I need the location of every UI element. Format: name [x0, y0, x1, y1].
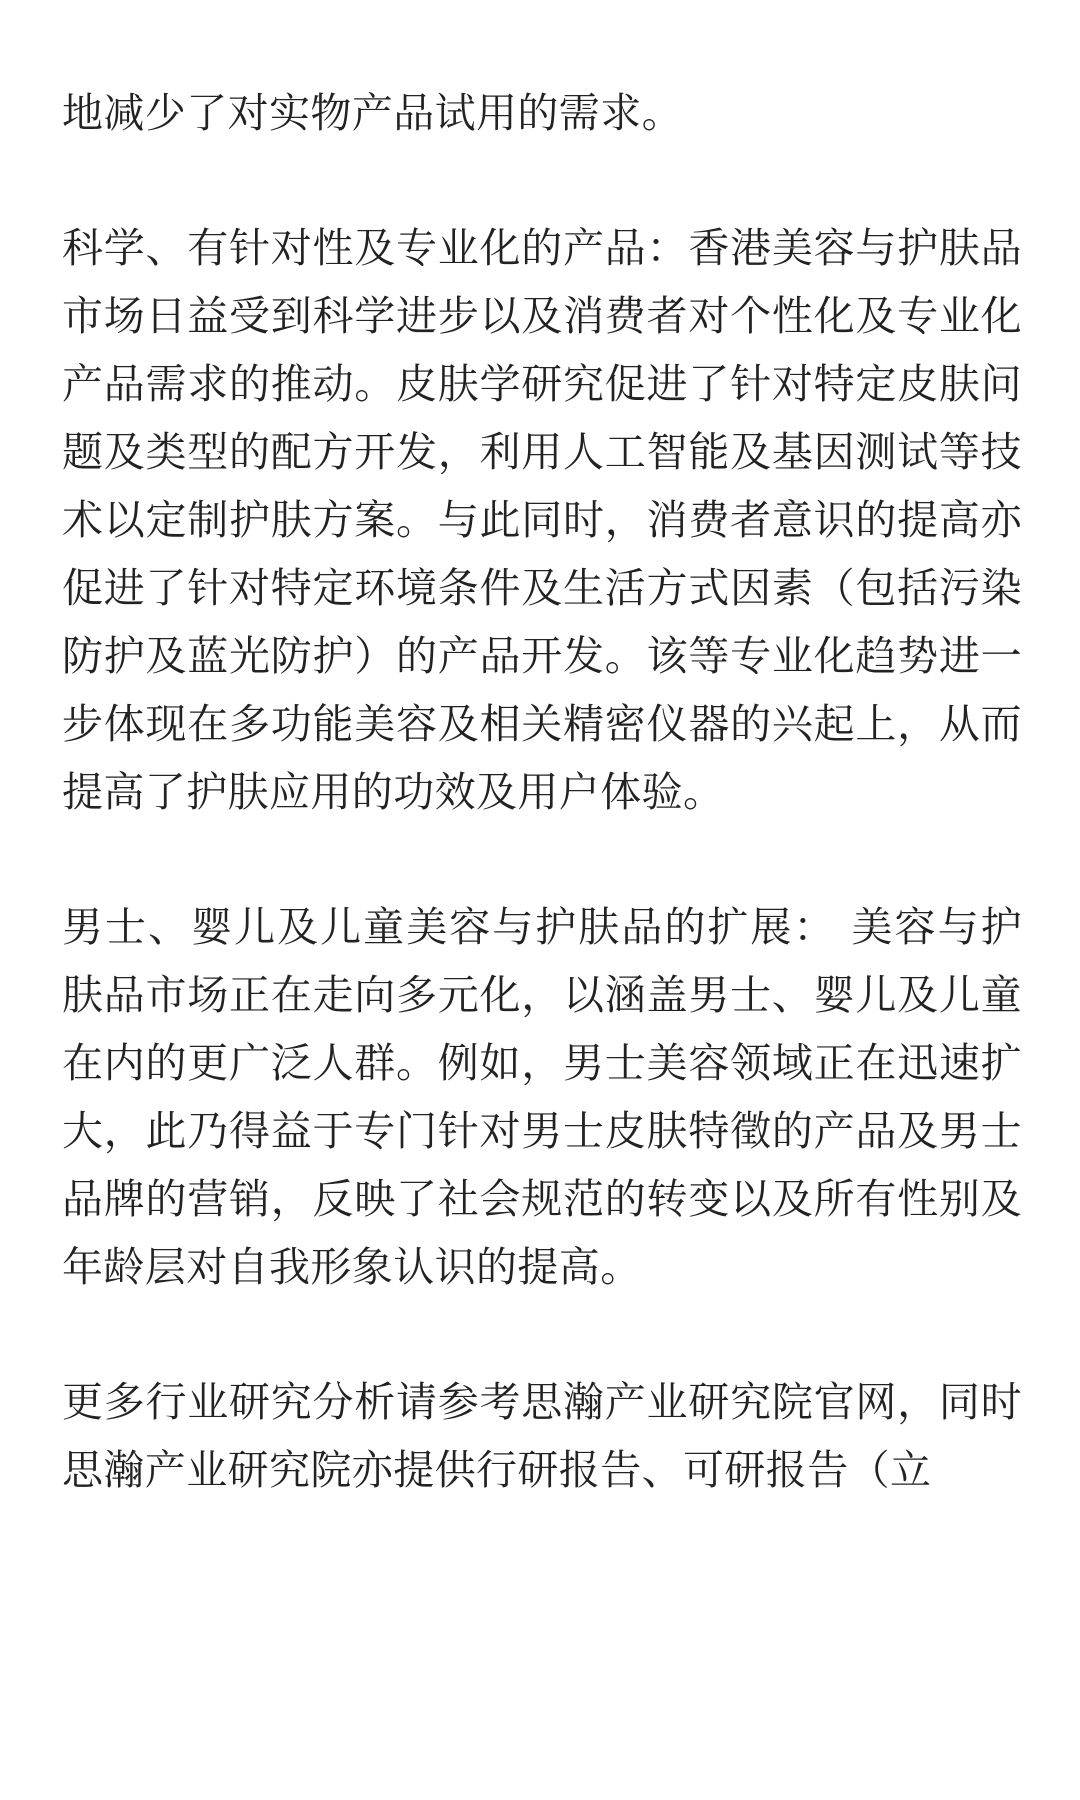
paragraph-men-baby-children: 男士、婴儿及儿童美容与护肤品的扩展： 美容与护肤品市场正在走向多元化，以涵盖男士、婴儿及儿童在内的更广泛人群。例如，男士美容领域正在迅速扩大，此乃得益于专门针对男士皮肤特徵的产品及男士品牌的营销，反映了社会规范的转变以及所有性别及年龄层对自我形象认识的提高。: [62, 903, 1022, 1291]
paragraph-research-note: 更多行业研究分析请参考思瀚产业研究院官网，同时思瀚产业研究院亦提供行研报告、可研报告（立: [62, 1378, 1022, 1494]
article-body: [62, 79, 1022, 1504]
paragraph-intro-tail: 地减少了对实物产品试用的需求。: [62, 89, 683, 137]
paragraph-specialized-products: 科学、有针对性及专业化的产品：香港美容与护肤品市场日益受到科学进步以及消费者对个性化及专业化产品需求的推动。皮肤学研究促进了针对特定皮肤问题及类型的配方开发，利用人工智能及基因测试等技术以定制护肤方案。与此同时，消费者意识的提高亦促进了针对特定环境条件及生活方式因素（包括污染防护及蓝光防护）的产品开发。该等专业化趋势进一步体现在多功能美容及相关精密仪器的兴起上，从而提高了护肤应用的功效及用户体验。: [62, 224, 1022, 816]
